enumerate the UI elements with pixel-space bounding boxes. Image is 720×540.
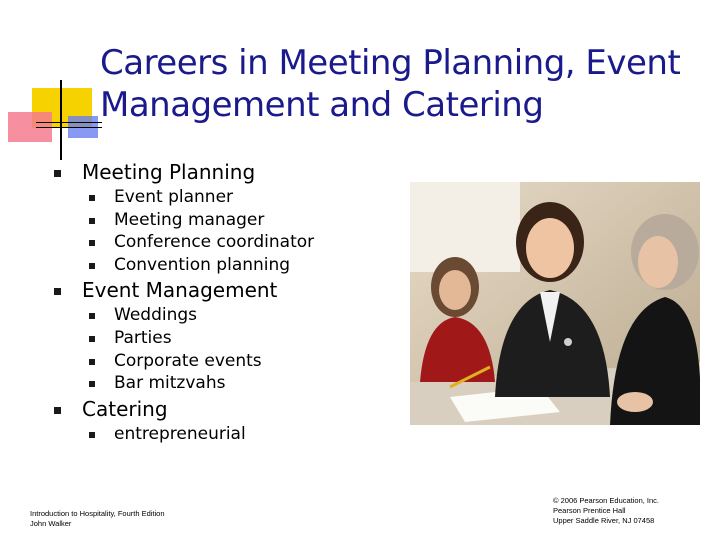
sub-bullet-label: Bar mitzvahs — [114, 373, 226, 394]
slide-title-line1: Careers in Meeting Planning, Event — [100, 43, 681, 83]
sub-bullet-label: Convention planning — [114, 254, 291, 275]
bullet-label: Meeting Planning — [82, 160, 256, 184]
sub-bullet — [52, 186, 412, 209]
bullet-square-icon — [89, 218, 95, 224]
bullet-list — [52, 158, 412, 445]
slide-title-line2: Management and Catering — [100, 85, 544, 125]
bullet-square-icon — [54, 407, 61, 414]
deco-vertical-line — [60, 80, 62, 160]
bullet-label: Event Management — [82, 278, 278, 303]
deco-horizontal-line-2 — [36, 127, 102, 128]
bullet-square-icon — [89, 432, 95, 438]
bullet-square-icon — [89, 263, 95, 269]
bullet-catering — [52, 395, 412, 423]
bullet-square-icon — [89, 336, 95, 342]
sub-bullet — [52, 327, 412, 350]
footer-address: Upper Saddle River, NJ 07458 — [553, 516, 655, 525]
sub-bullet — [52, 304, 412, 327]
footer-copyright: © 2006 Pearson Education, Inc. — [553, 496, 660, 505]
sub-bullet-label: Conference coordinator — [114, 232, 315, 253]
deco-horizontal-line — [36, 122, 102, 123]
bullet-square-icon — [89, 313, 95, 319]
sub-bullet-label: Event planner — [114, 187, 234, 207]
sub-bullet — [52, 350, 412, 373]
bullet-square-icon — [54, 170, 61, 177]
footer-publisher: Pearson Prentice Hall — [553, 506, 626, 515]
sub-bullet-label: Meeting manager — [114, 209, 265, 230]
sub-bullet — [52, 254, 412, 277]
bullet-meeting-planning — [52, 158, 412, 186]
sub-bullet-label: Parties — [114, 327, 172, 348]
sub-bullet — [52, 231, 412, 254]
sub-bullet — [52, 423, 412, 446]
bullet-square-icon — [89, 240, 95, 246]
footer-left — [30, 509, 165, 529]
bullet-square-icon — [89, 359, 95, 365]
sub-bullet-label: Weddings — [114, 305, 197, 326]
bullet-square-icon — [89, 381, 95, 387]
sub-bullet-label: Corporate events — [114, 350, 262, 371]
footer-right — [553, 496, 659, 526]
bullet-square-icon — [54, 288, 61, 295]
footer-book-title: Introduction to Hospitality, Fourth Edition — [30, 509, 165, 518]
corner-decoration — [0, 0, 110, 170]
slide-title — [100, 42, 700, 126]
meeting-photo — [410, 182, 700, 425]
bullet-label: Catering — [82, 396, 168, 421]
sub-bullet-label: entrepreneurial — [114, 423, 246, 444]
bullet-event-management — [52, 276, 412, 304]
sub-bullet — [52, 209, 412, 232]
sub-bullet — [52, 372, 412, 395]
footer-author: John Walker — [30, 519, 72, 528]
bullet-square-icon — [89, 195, 95, 201]
